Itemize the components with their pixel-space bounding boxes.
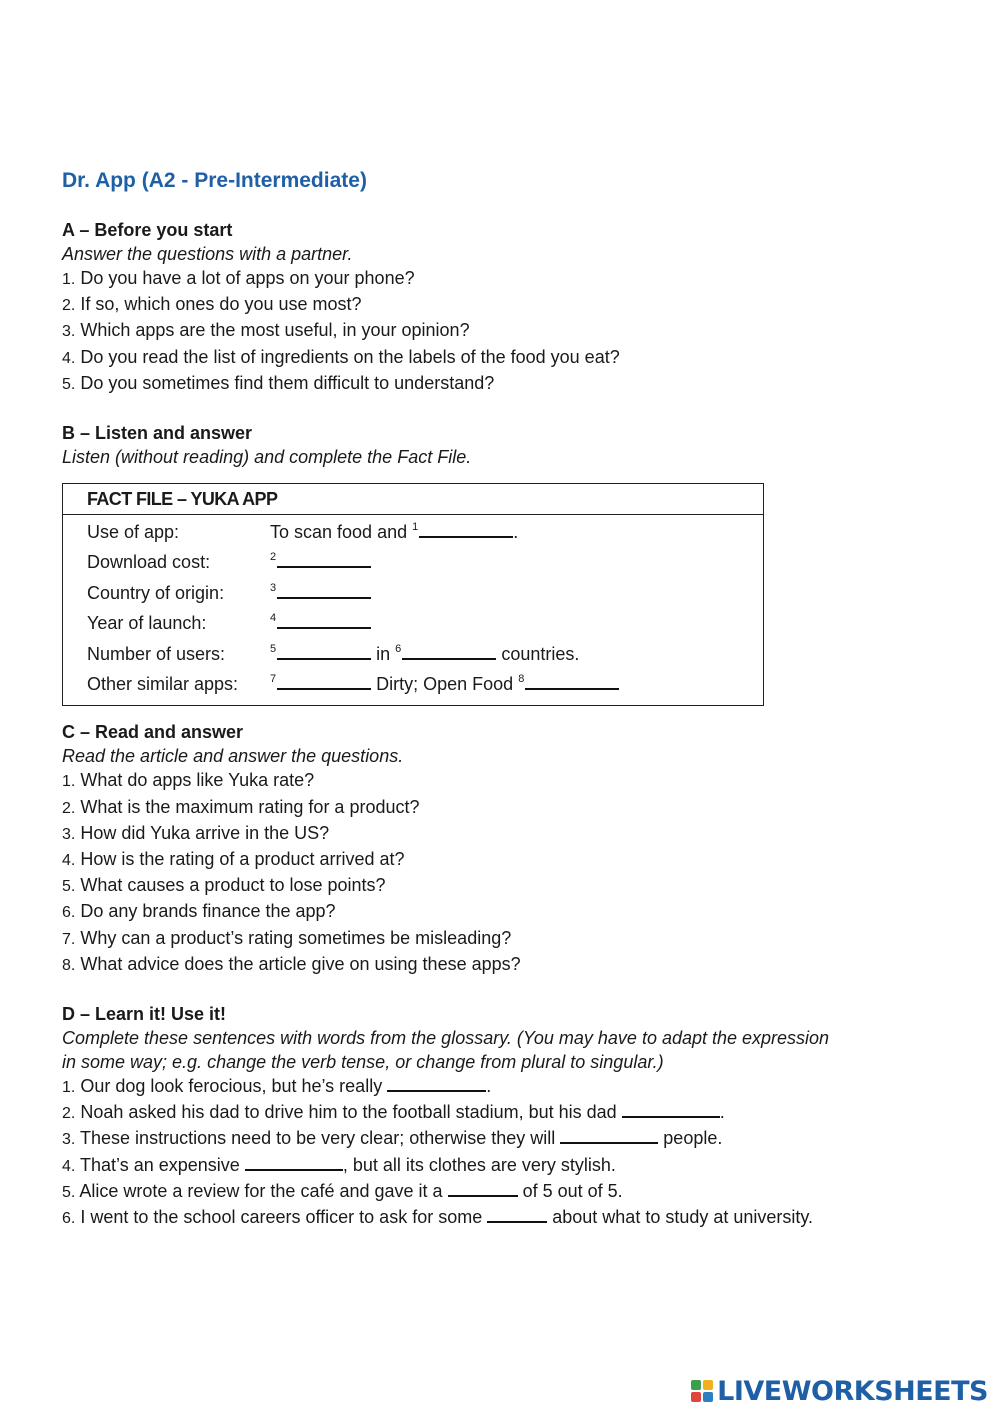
fact-text: countries. [501, 643, 580, 664]
fact-file-body [63, 515, 763, 705]
question-text: Do you sometimes find them difficult to understand? [80, 372, 495, 393]
question-number: 3. [62, 825, 76, 843]
question-text: How is the rating of a product arrived at? [80, 848, 405, 869]
sentence-item [62, 1074, 962, 1100]
sentence-item [62, 1153, 962, 1179]
question-text: Do you have a lot of apps on your phone? [80, 268, 415, 288]
sentence-item [62, 1126, 962, 1152]
fact-row-cost [87, 547, 763, 577]
fact-row-use [87, 517, 763, 547]
answer-blank-6[interactable] [402, 641, 496, 660]
sentence-item [62, 1100, 962, 1126]
question-number: 8. [62, 956, 76, 974]
sentence-after: , but all its clothes are very stylish. [342, 1154, 616, 1175]
sentence-blank-3[interactable] [560, 1126, 658, 1144]
question-number: 1. [62, 271, 76, 288]
question-item [62, 371, 962, 397]
logo-square [703, 1380, 713, 1390]
sentence-before: Our dog look ferocious, but he’s really [80, 1075, 383, 1096]
fact-label: Country of origin: [87, 582, 225, 603]
fact-text: To scan food and [270, 522, 408, 543]
logo-mark-icon [691, 1380, 713, 1402]
question-number: 4. [62, 349, 76, 367]
sentence-number: 2. [62, 1105, 76, 1123]
fact-text: . [513, 522, 519, 543]
section-d-instruction: in some way; e.g. change the verb tense, or change from plural to singular.) [62, 1051, 664, 1072]
blank-number: 8 [518, 672, 525, 685]
question-item [62, 952, 962, 978]
question-text: What causes a product to lose points? [80, 875, 386, 896]
question-text: Do you read the list of ingredients on the labels of the food you eat? [80, 346, 620, 367]
question-text: How did Yuka arrive in the US? [80, 822, 330, 843]
logo-square [691, 1392, 701, 1402]
fact-file-heading: FACT FILE – YUKA APP [63, 484, 763, 515]
sentence-number: 4. [62, 1157, 76, 1175]
sentence-blank-1[interactable] [387, 1074, 486, 1092]
sentence-blank-2[interactable] [622, 1100, 720, 1118]
section-a-heading: A – Before you start [62, 220, 233, 240]
sentence-after: . [719, 1102, 725, 1123]
sentence-after: about what to study at university. [552, 1207, 814, 1227]
fact-row-year [87, 608, 763, 638]
section-d [62, 1002, 962, 1231]
sentence-before: These instructions need to be very clear; otherwise they will [80, 1128, 556, 1149]
fact-row-country [87, 578, 763, 608]
blank-number: 3 [270, 581, 277, 594]
question-text: Which apps are the most useful, in your opinion? [80, 320, 470, 341]
question-text: Why can a product’s rating sometimes be misleading? [80, 927, 512, 948]
question-item [62, 318, 962, 344]
sentence-item [62, 1205, 962, 1231]
answer-blank-2[interactable] [277, 549, 371, 568]
section-d-instruction: Complete these sentences with words from the glossary. (You may have to adapt the expression [62, 1027, 830, 1048]
question-item [62, 847, 962, 873]
question-number: 7. [62, 930, 76, 948]
fact-row-users [87, 639, 763, 669]
question-item [62, 345, 962, 371]
answer-blank-1[interactable] [419, 519, 513, 538]
question-text: If so, which ones do you use most? [80, 294, 362, 315]
logo-square [703, 1392, 713, 1402]
section-a [62, 218, 962, 397]
question-text: What advice does the article give on using these apps? [80, 953, 521, 974]
blank-number: 5 [270, 642, 277, 655]
fact-text: Dirty; Open Food [376, 673, 514, 694]
sentence-blank-6[interactable] [487, 1205, 547, 1223]
question-text: What is the maximum rating for a product? [80, 796, 420, 817]
sentence-blank-5[interactable] [448, 1179, 518, 1197]
blank-number: 7 [270, 672, 277, 685]
question-item [62, 292, 962, 318]
sentence-before: Alice wrote a review for the café and gave it a [79, 1180, 443, 1201]
fact-label: Other similar apps: [87, 673, 239, 694]
question-item [62, 266, 962, 292]
fact-label: Use of app: [87, 522, 180, 543]
liveworksheets-logo[interactable] [691, 1374, 988, 1408]
question-item [62, 899, 962, 925]
answer-blank-8[interactable] [525, 671, 619, 690]
fact-file-box [62, 483, 764, 706]
fact-label: Number of users: [87, 643, 226, 664]
fact-label: Download cost: [87, 552, 211, 573]
blank-number: 2 [270, 551, 277, 564]
question-item [62, 926, 962, 952]
sentence-before: I went to the school careers officer to ask for some [80, 1207, 483, 1227]
sentence-number: 3. [62, 1131, 76, 1149]
sentence-item [62, 1179, 962, 1205]
section-b [62, 421, 962, 706]
blank-number: 4 [270, 612, 277, 625]
fact-text: in [376, 643, 391, 664]
question-text: What do apps like Yuka rate? [80, 770, 315, 791]
sentence-after: . [486, 1075, 492, 1096]
section-d-heading: D – Learn it! Use it! [62, 1003, 227, 1024]
sentence-number: 6. [62, 1210, 76, 1227]
question-number: 6. [62, 904, 76, 922]
answer-blank-5[interactable] [277, 641, 371, 660]
answer-blank-3[interactable] [277, 580, 371, 599]
blank-number: 1 [412, 521, 419, 534]
question-text: Do any brands finance the app? [80, 901, 336, 922]
answer-blank-7[interactable] [277, 671, 371, 690]
question-item [62, 873, 962, 899]
logo-text: LIVEWORKSHEETS [717, 1375, 988, 1407]
page-title: Dr. App (A2 - Pre-Intermediate) [62, 169, 367, 192]
worksheet [62, 166, 962, 1255]
question-number: 4. [62, 851, 76, 869]
sentence-after: of 5 out of 5. [522, 1180, 623, 1201]
question-number: 2. [62, 297, 76, 315]
question-item [62, 768, 962, 794]
section-a-instruction: Answer the questions with a partner. [62, 244, 353, 264]
question-number: 5. [62, 375, 76, 393]
question-number: 5. [62, 878, 76, 896]
sentence-number: 1. [62, 1078, 76, 1096]
answer-blank-4[interactable] [277, 610, 371, 629]
sentence-after: people. [663, 1128, 723, 1149]
fact-label: Year of launch: [87, 613, 207, 634]
question-item [62, 795, 962, 821]
section-c-instruction: Read the article and answer the questions. [62, 746, 404, 767]
sentence-blank-4[interactable] [245, 1153, 343, 1171]
section-b-heading: B – Listen and answer [62, 423, 253, 444]
fact-row-similar [87, 669, 763, 699]
section-b-instruction: Listen (without reading) and complete the Fact File. [62, 447, 472, 468]
sentence-before: Noah asked his dad to drive him to the football stadium, but his dad [80, 1102, 617, 1123]
section-c [62, 720, 962, 978]
logo-square [691, 1380, 701, 1390]
sentence-before: That’s an expensive [80, 1154, 240, 1175]
question-number: 2. [62, 799, 76, 817]
sentence-number: 5. [62, 1183, 76, 1201]
question-number: 3. [62, 323, 76, 341]
question-number: 1. [62, 773, 76, 791]
section-c-heading: C – Read and answer [62, 722, 244, 743]
blank-number: 6 [395, 642, 402, 655]
question-item [62, 821, 962, 847]
